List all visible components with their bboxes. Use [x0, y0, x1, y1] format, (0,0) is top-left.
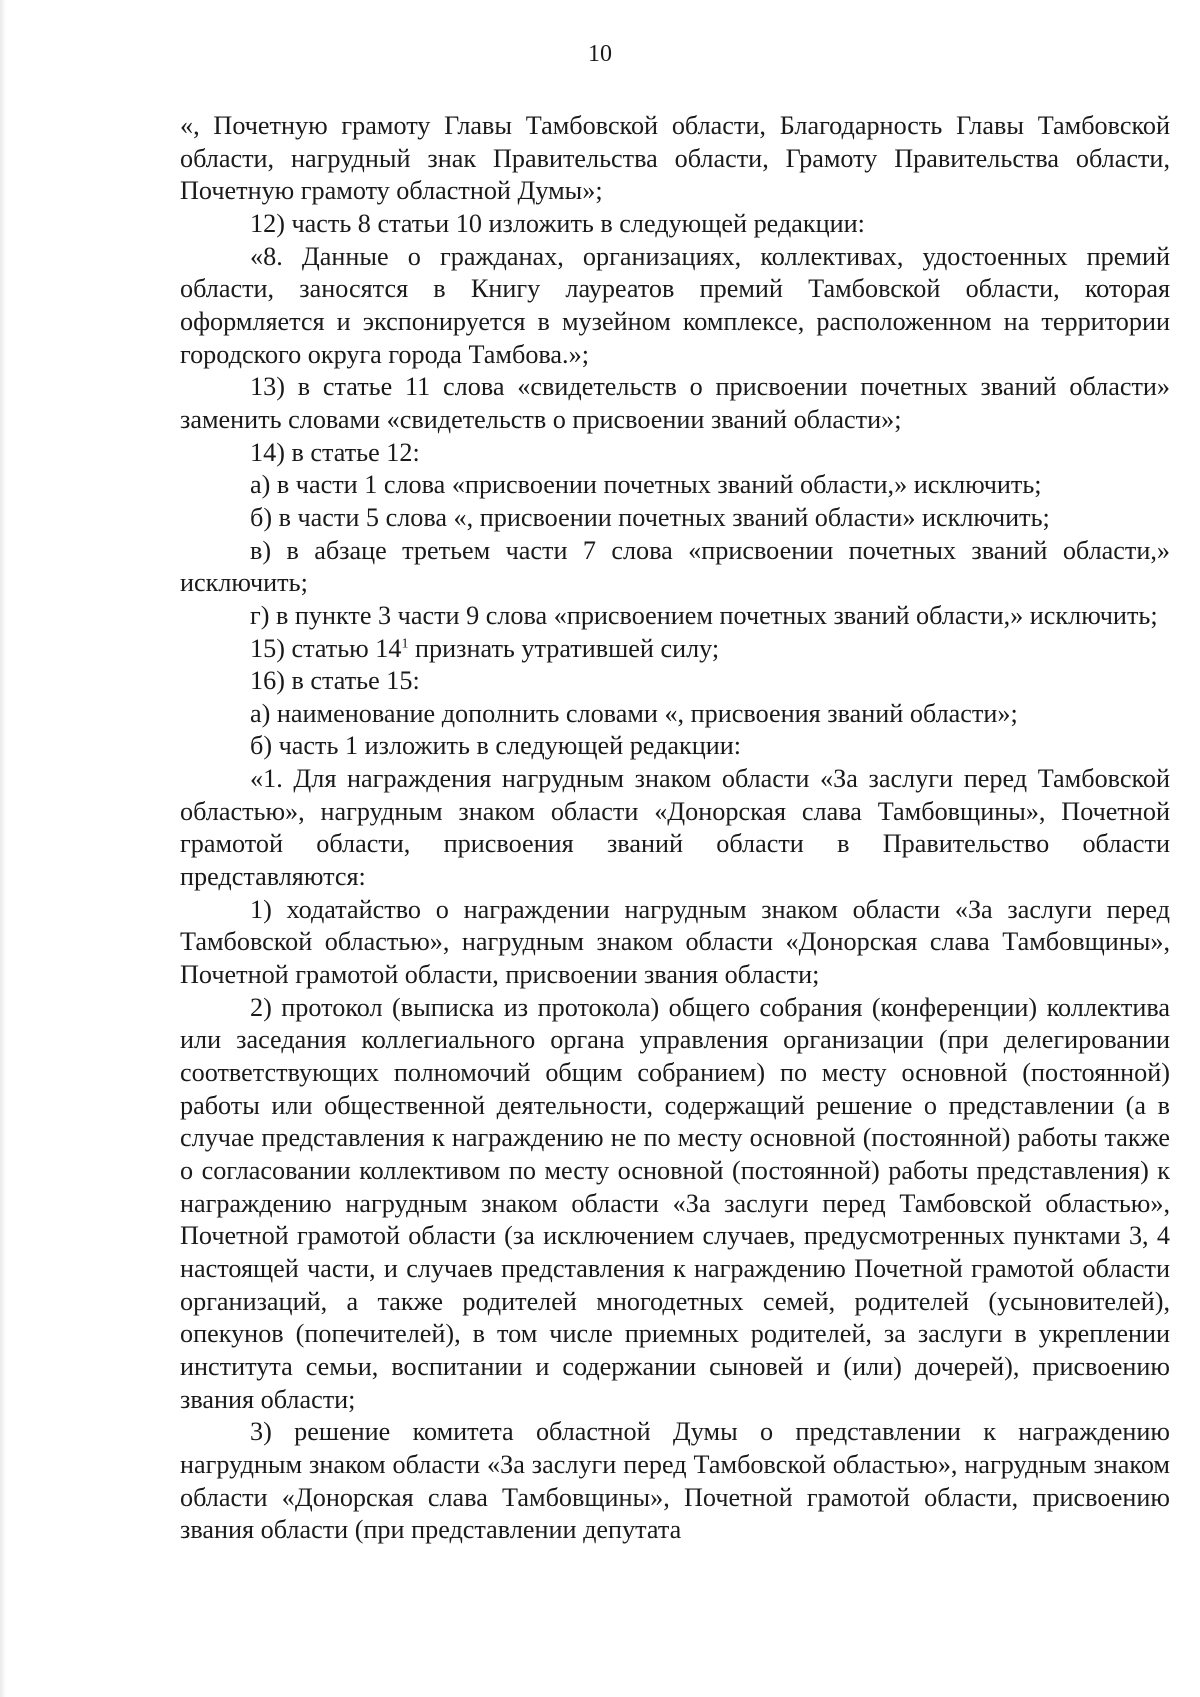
page-number: 10	[588, 41, 612, 67]
paragraph: г) в пункте 3 части 9 слова «присвоением почетных званий области,» исключить;	[250, 600, 1158, 630]
scan-edge	[0, 0, 6, 1697]
paragraph: 16) в статье 15:	[250, 666, 420, 696]
paragraph-text: 15) статью 14	[250, 633, 402, 663]
paragraph-text: признать утратившей силу;	[408, 633, 720, 663]
paragraph: а) наименование дополнить словами «, присвоения званий области»;	[250, 698, 1018, 728]
paragraph: а) в части 1 слова «присвоении почетных званий области,» исключить;	[250, 470, 1042, 500]
paragraph: б) в части 5 слова «, присвоении почетных званий области» исключить;	[250, 502, 1050, 532]
paragraph: в) в абзаце третьем части 7 слова «присвоении почетных званий области,» исключить;	[180, 535, 1170, 598]
paragraph: 2) протокол (выписка из протокола) общего собрания (конференции) коллектива или заседания коллегиального органа управления организации (при делегировании соответствующих полномочий общим собранием) по месту основной (постоянной) работы или общественной деятельности, содержащий решение о представлении (а в случае представления к награждению не по месту основной (постоянной) работы также о согласовании коллективом по месту основной (постоянной) работы представления) к награждению нагрудным знаком области «За заслуги перед Тамбовской областью», Почетной грамотой области (за исключением случаев, предусмотренных пунктами 3, 4 настоящей части, и случаев представления к награждению Почетной грамотой области организаций, а также родителей многодетных семей, родителей (усыновителей), опекунов (попечителей), в том числе приемных родителей, за заслуги в укреплении института семьи, воспитании и содержании сыновей и (или) дочерей), присвоению звания области;	[180, 992, 1170, 1414]
document-body	[180, 110, 1170, 1547]
paragraph: «1. Для награждения нагрудным знаком области «За заслуги перед Тамбовской областью», нагрудным знаком области «Донорская слава Тамбовщины», Почетной грамотой области, присвоения званий области в Правительство области представляются:	[180, 764, 1170, 892]
paragraph: 13) в статье 11 слова «свидетельств о присвоении почетных званий области» заменить словами «свидетельств о присвоении званий области»;	[180, 372, 1170, 434]
paragraph: «, Почетную грамоту Главы Тамбовской области, Благодарность Главы Тамбовской области, нагрудный знак Правительства области, Грамоту Правительства области, Почетную грамоту областной Думы»;	[180, 111, 1170, 206]
paragraph	[180, 633, 1170, 666]
paragraph: б) часть 1 изложить в следующей редакции:	[250, 731, 742, 761]
superscript: 1	[401, 635, 409, 651]
paragraph: «8. Данные о гражданах, организациях, коллективах, удостоенных премий области, заносятся в Книгу лауреатов премий Тамбовской области, которая оформляется и экспонируется в музейном комплексе, расположенном на территории городского округа города Тамбова.»;	[180, 241, 1170, 369]
paragraph: 14) в статье 12:	[250, 437, 420, 467]
paragraph: 12) часть 8 статьи 10 изложить в следующей редакции:	[250, 208, 865, 238]
paragraph: 1) ходатайство о награждении нагрудным знаком области «За заслуги перед Тамбовской областью», нагрудным знаком области «Донорская слава Тамбовщины», Почетной грамотой области, присвоении звания области;	[180, 894, 1170, 990]
paragraph: 3) решение комитета областной Думы о представлении к награждению нагрудным знаком области «За заслуги перед Тамбовской областью», нагрудным знаком области «Донорская слава Тамбовщины», Почетной грамотой области, присвоению звания области (при представлении депутата	[180, 1417, 1170, 1545]
